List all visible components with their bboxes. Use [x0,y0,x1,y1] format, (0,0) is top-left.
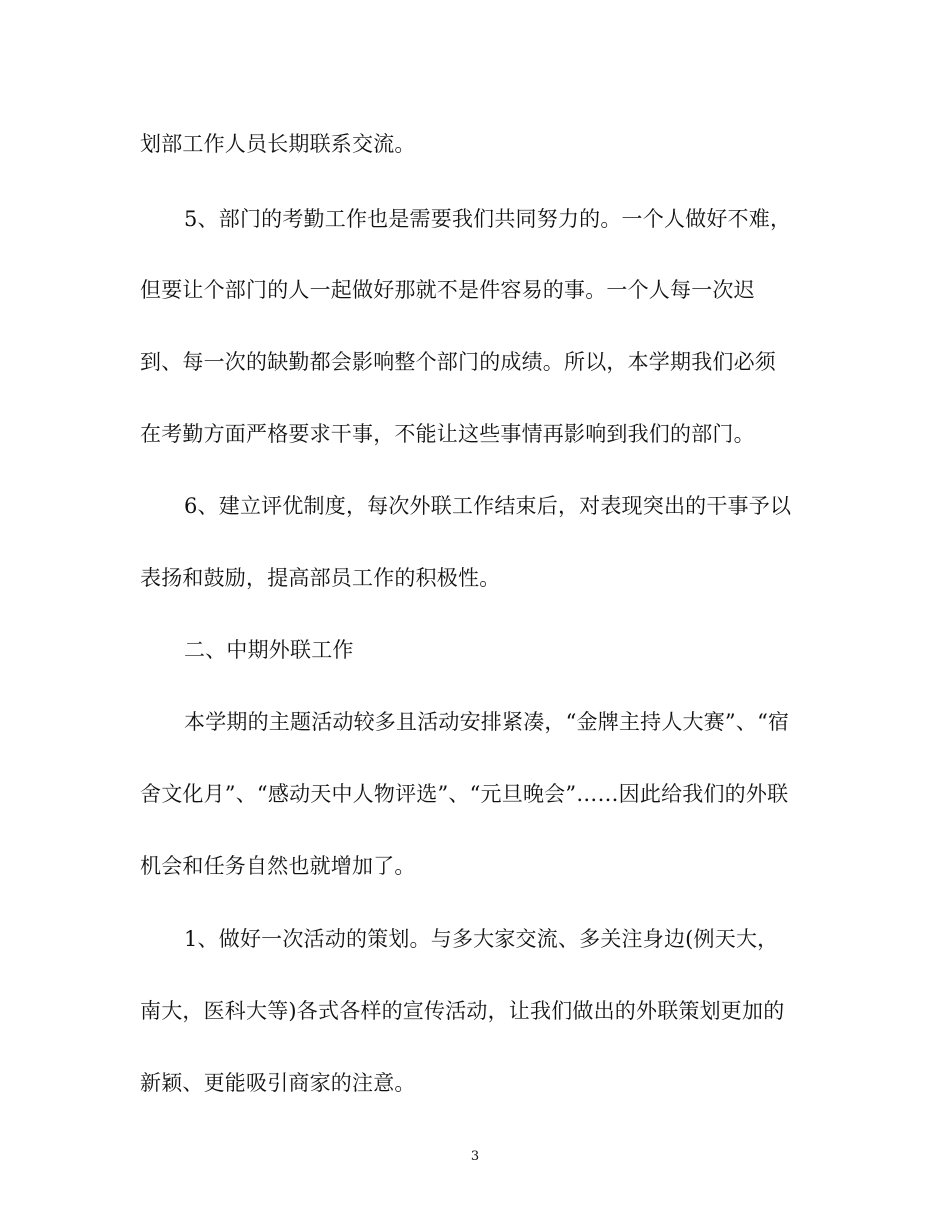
text-line: 机会和任务自然也就增加了。 [140,854,416,878]
text-line: 划部工作人员长期联系交流。 [140,132,416,156]
text-line: 舍文化月”、“感动天中人物评选”、“元旦晚会”……因此给我们的外联 [140,782,789,806]
text-line: 到、每一次的缺勤都会影响整个部门的成绩。所以，本学期我们必须 [140,350,776,374]
text-line: 在考勤方面严格要求干事，不能让这些事情再影响到我们的部门。 [140,422,755,446]
text-line: 但要让个部门的人一起做好那就不是件容易的事。一个人每一次迟 [140,278,755,302]
section-heading: 二、中期外联工作 [184,638,354,662]
text-line: 1、做好一次活动的策划。与多大家交流、多关注身边(例天大， [184,927,779,951]
text-line: 表扬和鼓励，提高部员工作的积极性。 [140,566,501,590]
text-line: 6、建立评优制度，每次外联工作结束后，对表现突出的干事予以 [184,494,792,518]
page-number: 3 [470,1149,480,1164]
text-line: 本学期的主题活动较多且活动安排紧凑，“金牌主持人大赛”、“宿 [184,710,790,734]
text-line: 5、部门的考勤工作也是需要我们共同努力的。一个人做好不难， [184,207,792,231]
text-line: 南大，医科大等)各式各样的宣传活动，让我们做出的外联策划更加的 [140,999,785,1023]
text-line: 新颖、更能吸引商家的注意。 [140,1071,416,1095]
